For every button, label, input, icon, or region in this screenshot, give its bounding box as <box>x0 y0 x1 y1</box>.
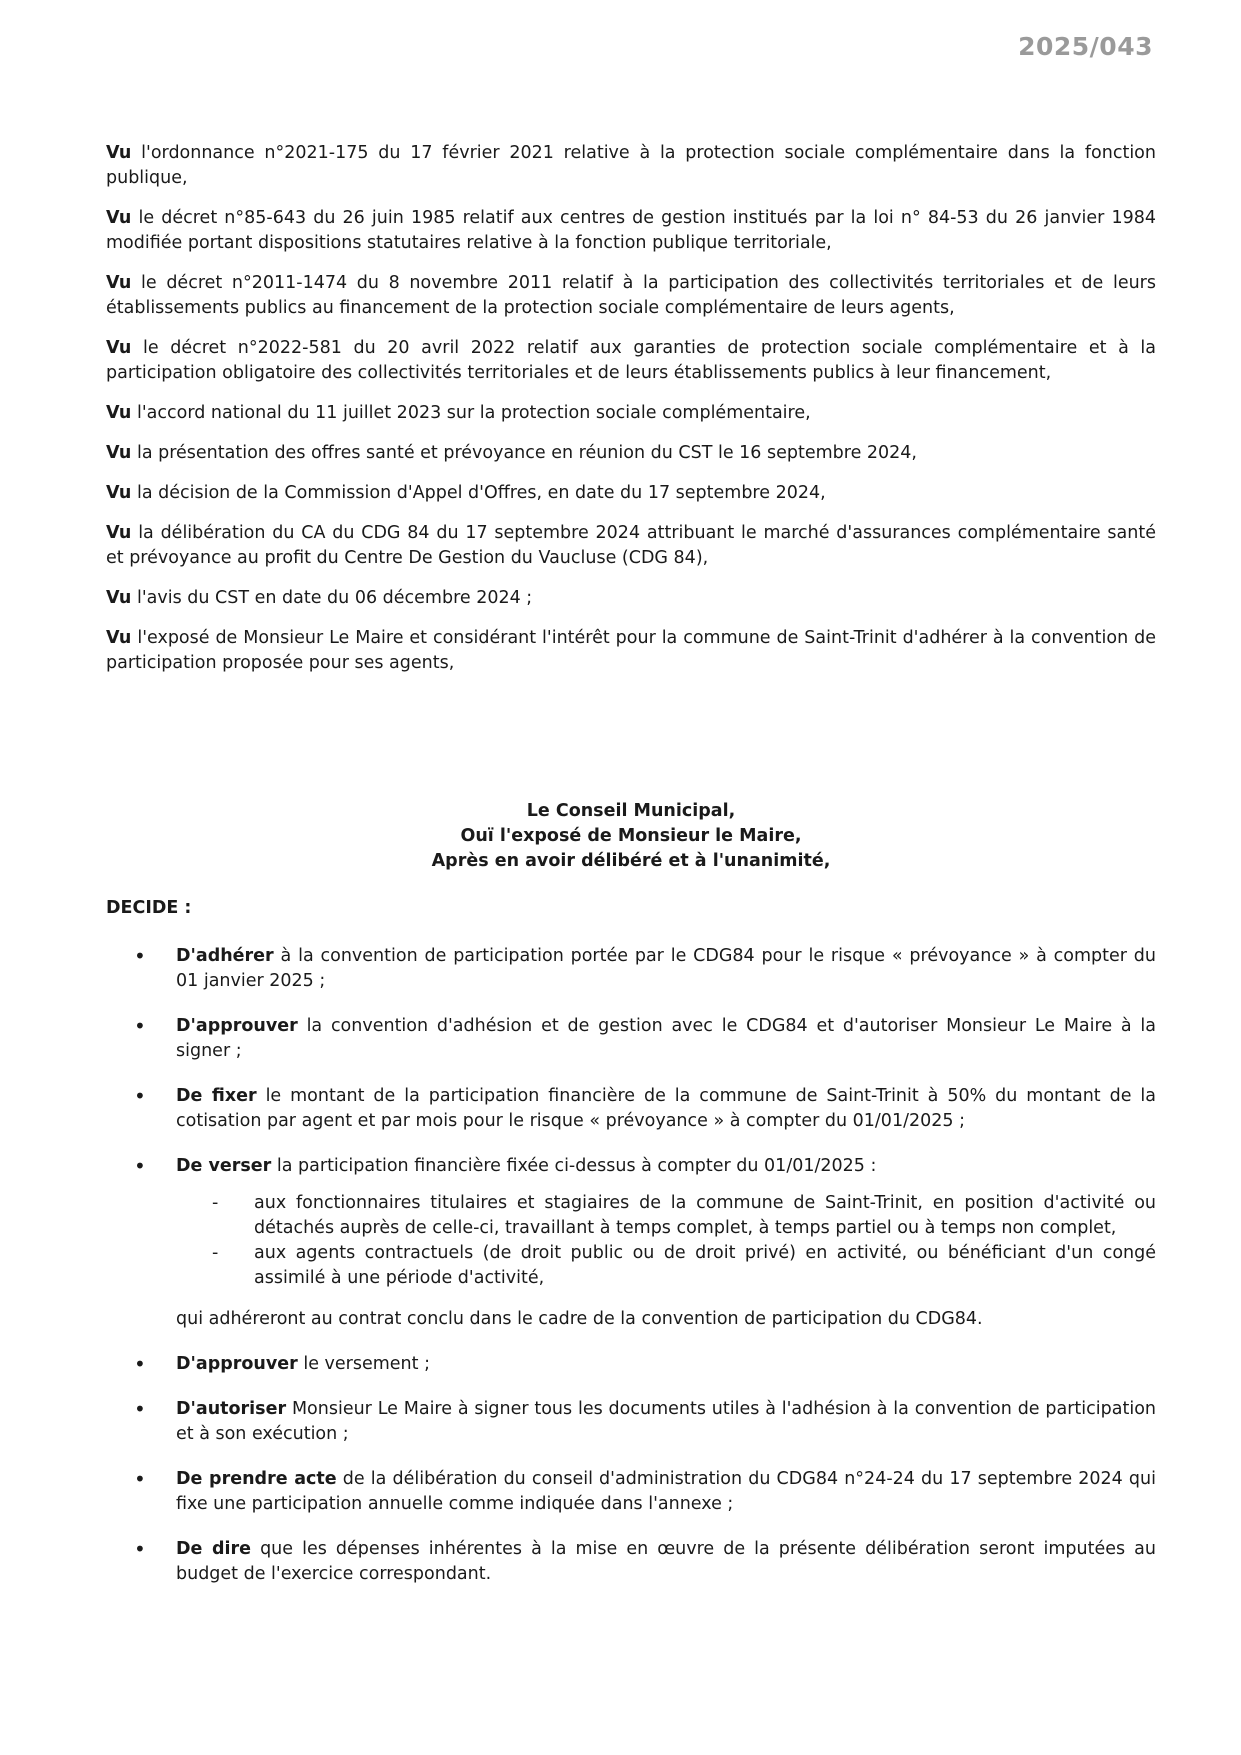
considerant-text: l'avis du CST en date du 06 décembre 2024 ; <box>136 588 533 608</box>
considerant-paragraph <box>106 401 1156 426</box>
considerant-paragraph <box>106 521 1156 571</box>
beneficiaries-list <box>106 1191 1156 1291</box>
decision-lead: D'approuver <box>176 1016 298 1036</box>
decision-text: le versement ; <box>303 1354 430 1374</box>
decision-text: que les dépenses inhérentes à la mise en œuvre de la présente délibération seront imputées au budget de l'exercice correspondant. <box>176 1539 1156 1584</box>
bullet-icon: • <box>134 944 146 968</box>
considerant-paragraph <box>106 206 1156 256</box>
considerant-paragraph <box>106 441 1156 466</box>
decision-lead: De prendre acte <box>176 1469 337 1489</box>
decision-item <box>106 1397 1156 1447</box>
decision-item <box>106 944 1156 994</box>
bullet-icon: • <box>134 1467 146 1491</box>
considerant-text: le décret n°2011-1474 du 8 novembre 2011 relatif à la participation des collectivités territoriales et de leurs établissements publics au financement de la protection sociale complémentaire de leurs agents, <box>106 273 1156 318</box>
considerant-paragraph <box>106 481 1156 506</box>
bullet-icon: • <box>134 1352 146 1376</box>
considerant-text: le décret n°2022-581 du 20 avril 2022 relatif aux garanties de protection sociale complémentaire et à la participation obligatoire des collectivités territoriales et de leurs établissements publics à leur financement, <box>106 338 1156 383</box>
decide-label: DECIDE : <box>106 898 192 918</box>
council-line-1: Le Conseil Municipal, <box>526 801 736 821</box>
bullet-icon: • <box>134 1537 146 1561</box>
council-heading <box>106 799 1156 874</box>
dash-icon: - <box>212 1243 219 1263</box>
decision-item <box>106 1467 1156 1517</box>
considerant-lead: Vu <box>106 338 132 358</box>
considerant-paragraph <box>106 141 1156 191</box>
considerant-lead: Vu <box>106 628 132 648</box>
considerant-paragraph <box>106 586 1156 611</box>
decision-text: le montant de la participation financière de la commune de Saint-Trinit à 50% du montant de la cotisation par agent et par mois pour le risque « prévoyance » à compter du 01/01/2025 ; <box>176 1086 1156 1131</box>
decision-text: la participation financière fixée ci-dessus à compter du 01/01/2025 : <box>276 1156 877 1176</box>
considerant-text: la présentation des offres santé et prévoyance en réunion du CST le 16 septembre 2024, <box>136 443 917 463</box>
considerant-lead: Vu <box>106 588 132 608</box>
considerant-lead: Vu <box>106 273 132 293</box>
considerant-text: l'ordonnance n°2021-175 du 17 février 2021 relative à la protection sociale complémentaire dans la fonction publique, <box>106 143 1156 188</box>
considerant-text: le décret n°85-643 du 26 juin 1985 relatif aux centres de gestion institués par la loi n° 84-53 du 26 janvier 1984 modifiée portant dispositions statutaires relative à la fonction publique territoriale, <box>106 208 1156 253</box>
considerant-text: la décision de la Commission d'Appel d'Offres, en date du 17 septembre 2024, <box>136 483 826 503</box>
considerant-text: l'accord national du 11 juillet 2023 sur la protection sociale complémentaire, <box>136 403 811 423</box>
decision-text: à la convention de participation portée par le CDG84 pour le risque « prévoyance » à compter du 01 janvier 2025 ; <box>176 946 1156 991</box>
considerant-lead: Vu <box>106 483 132 503</box>
bullet-icon: • <box>134 1397 146 1421</box>
decision-lead: D'autoriser <box>176 1399 287 1419</box>
decision-text: Monsieur Le Maire à signer tous les documents utiles à l'adhésion à la convention de participation et à son exécution ; <box>176 1399 1156 1444</box>
considerants-section <box>106 141 1156 691</box>
decision-item <box>106 1352 1156 1377</box>
decision-text: de la délibération du conseil d'administration du CDG84 n°24-24 du 17 septembre 2024 qui fixe une participation annuelle comme indiquée dans l'annexe ; <box>176 1469 1156 1514</box>
beneficiary-item <box>106 1191 1156 1241</box>
decision-text: la convention d'adhésion et de gestion avec le CDG84 et d'autoriser Monsieur Le Maire à la signer ; <box>176 1016 1156 1061</box>
decision-lead: D'approuver <box>176 1354 298 1374</box>
beneficiary-text: aux agents contractuels (de droit public ou de droit privé) en activité, ou bénéficiant d'un congé assimilé à une période d'activité, <box>254 1243 1156 1288</box>
beneficiary-item <box>106 1241 1156 1291</box>
document-reference-number: 2025/043 <box>1018 32 1153 61</box>
decisions-list <box>106 944 1156 1607</box>
considerant-paragraph <box>106 626 1156 676</box>
considerant-lead: Vu <box>106 208 132 228</box>
considerant-text: la délibération du CA du CDG 84 du 17 septembre 2024 attribuant le marché d'assurances complémentaire santé et prévoyance au profit du Centre De Gestion du Vaucluse (CDG 84), <box>106 523 1156 568</box>
decision-lead: De verser <box>176 1156 272 1176</box>
considerant-text: l'exposé de Monsieur Le Maire et considérant l'intérêt pour la commune de Saint-Trinit d'adhérer à la convention de participation proposée pour ses agents, <box>106 628 1156 673</box>
considerant-lead: Vu <box>106 523 132 543</box>
beneficiaries-closing: qui adhéreront au contrat conclu dans le cadre de la convention de participation du CDG84. <box>176 1309 983 1329</box>
council-line-3: Après en avoir délibéré et à l'unanimité, <box>431 851 831 871</box>
considerant-lead: Vu <box>106 443 132 463</box>
considerant-lead: Vu <box>106 403 132 423</box>
decision-item <box>106 1154 1156 1179</box>
dash-icon: - <box>212 1193 219 1213</box>
decision-lead: De fixer <box>176 1086 257 1106</box>
bullet-icon: • <box>134 1154 146 1178</box>
decision-item <box>106 1014 1156 1064</box>
considerant-paragraph <box>106 271 1156 321</box>
decision-lead: De dire <box>176 1539 252 1559</box>
decision-item <box>106 1084 1156 1134</box>
considerant-lead: Vu <box>106 143 132 163</box>
decision-lead: D'adhérer <box>176 946 274 966</box>
bullet-icon: • <box>134 1084 146 1108</box>
decision-item <box>106 1537 1156 1587</box>
bullet-icon: • <box>134 1014 146 1038</box>
beneficiary-text: aux fonctionnaires titulaires et stagiaires de la commune de Saint-Trinit, en position d'activité ou détachés auprès de celle-ci, travaillant à temps complet, à temps partiel ou à temps non complet, <box>254 1193 1156 1238</box>
council-line-2: Ouï l'exposé de Monsieur le Maire, <box>460 826 802 846</box>
considerant-paragraph <box>106 336 1156 386</box>
